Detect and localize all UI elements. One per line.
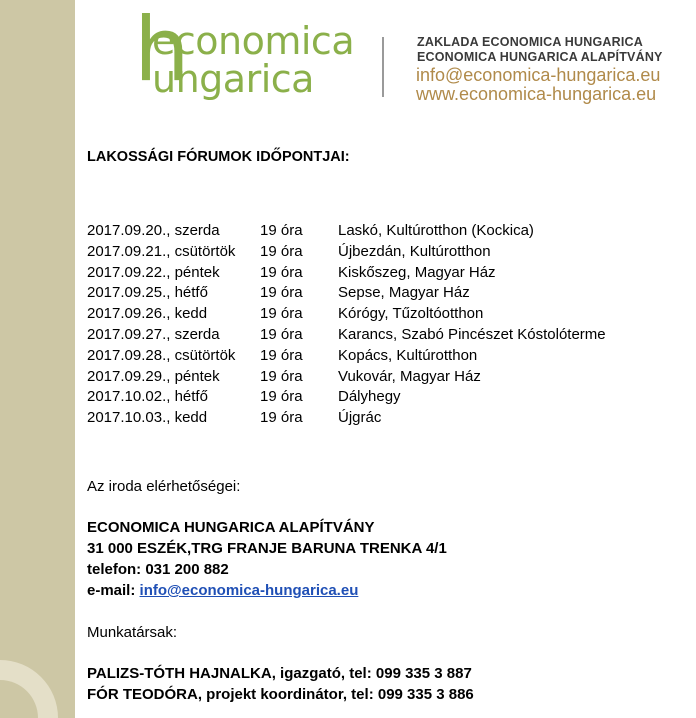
schedule-date: 2017.09.20., szerda — [87, 222, 220, 239]
schedule-place: Sepse, Magyar Ház — [338, 284, 470, 302]
office-email-label: e-mail: — [87, 582, 136, 599]
schedule-date: 2017.09.26., kedd — [87, 305, 208, 323]
header-email[interactable]: info@economica-hungarica.eu — [416, 65, 661, 85]
sidebar-arc-decoration — [0, 638, 75, 718]
logo-word-hungarica: ungarica — [152, 57, 314, 101]
schedule-time: 19 óra — [260, 305, 303, 323]
schedule-date: 2017.09.25., hétfő — [87, 284, 208, 302]
office-address: 31 000 ESZÉK,TRG FRANJE BARUNA TRENKA 4/1 — [87, 540, 447, 557]
schedule-date: 2017.09.29., péntek — [87, 367, 220, 385]
schedule-place: Karancs, Szabó Pincészet Kóstolóterme — [338, 325, 606, 343]
staff-member: FÓR TEODÓRA, projekt koordinátor, tel: 099 335 3 886 — [87, 686, 474, 703]
schedule-time: 19 óra — [260, 222, 303, 239]
schedule-date: 2017.09.21., csütörtök — [87, 242, 236, 260]
office-label: Az iroda elérhetőségei: — [87, 478, 241, 495]
office-email-link[interactable]: info@economica-hungarica.eu — [139, 582, 359, 599]
org-name-hungarian: ECONOMICA HUNGARICA ALAPÍTVÁNY — [417, 50, 663, 64]
logo-h-letter: h — [134, 0, 190, 101]
schedule-place: Újgrác — [338, 409, 382, 427]
schedule-place: Laskó, Kultúrotthon (Kockica) — [338, 222, 534, 239]
logo-word-economica: economica — [152, 19, 355, 63]
office-phone: telefon: 031 200 882 — [87, 561, 229, 578]
schedule-date: 2017.09.28., csütörtök — [87, 346, 236, 364]
staff-member: PALIZS-TÓTH HAJNALKA, igazgató, tel: 099 335 3 887 — [87, 665, 472, 682]
org-name-croatian: ZAKLADA ECONOMICA HUNGARICA — [417, 35, 643, 49]
schedule-time: 19 óra — [260, 388, 303, 406]
schedule-time: 19 óra — [260, 346, 303, 364]
schedule-date: 2017.09.22., péntek — [87, 263, 220, 281]
schedule-date: 2017.10.03., kedd — [87, 409, 208, 427]
page-title: LAKOSSÁGI FÓRUMOK IDŐPONTJAI: — [87, 149, 350, 165]
staff-label: Munkatársak: — [87, 624, 178, 641]
schedule-time: 19 óra — [260, 367, 303, 385]
schedule-date: 2017.10.02., hétfő — [87, 388, 208, 406]
office-name: ECONOMICA HUNGARICA ALAPÍTVÁNY — [87, 519, 375, 536]
schedule-place: Kopács, Kultúrotthon — [338, 346, 478, 364]
schedule-time: 19 óra — [260, 242, 303, 260]
office-email-line — [87, 582, 358, 599]
header-divider — [382, 37, 384, 97]
schedule-time: 19 óra — [260, 284, 303, 302]
schedule-place: Kórógy, Tűzoltóotthon — [338, 305, 484, 323]
schedule-place: Dályhegy — [338, 388, 401, 406]
schedule-time: 19 óra — [260, 409, 303, 427]
schedule-date: 2017.09.27., szerda — [87, 325, 220, 343]
decorative-sidebar — [0, 0, 75, 718]
schedule-place: Kiskőszeg, Magyar Ház — [338, 263, 496, 281]
schedule-place: Újbezdán, Kultúrotthon — [338, 242, 491, 260]
header-website[interactable]: www.economica-hungarica.eu — [416, 84, 657, 104]
schedule-time: 19 óra — [260, 325, 303, 343]
schedule-time: 19 óra — [260, 263, 303, 281]
schedule-place: Vukovár, Magyar Ház — [338, 367, 481, 385]
